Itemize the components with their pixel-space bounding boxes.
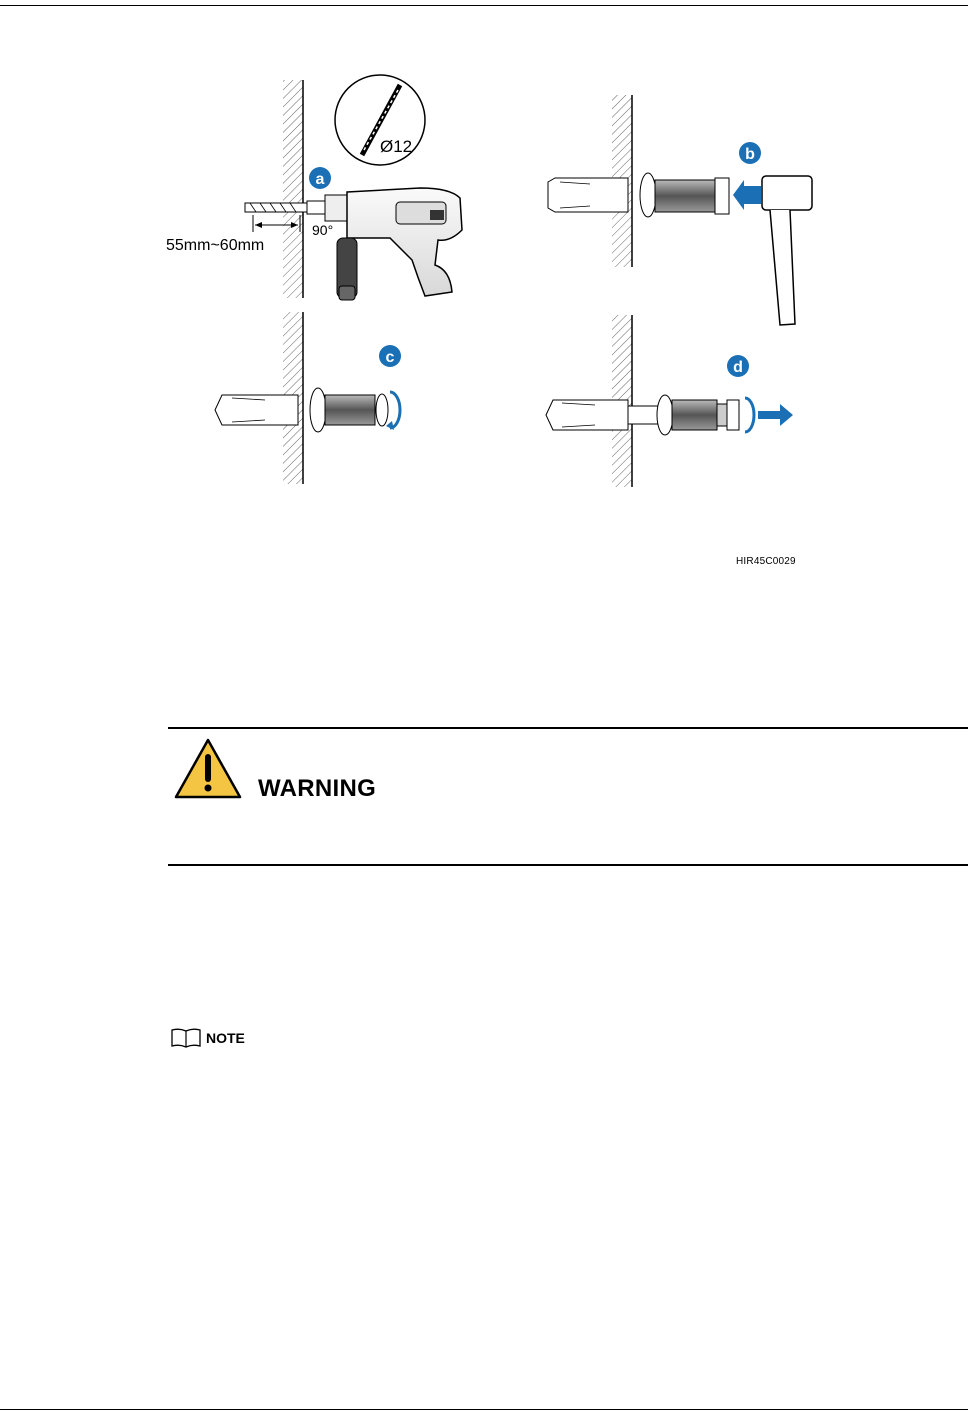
step-d-panel	[546, 315, 793, 487]
warning-top-rule	[168, 727, 968, 729]
step-a-panel	[166, 75, 462, 300]
installation-figure	[150, 70, 850, 580]
warning-bottom-rule	[168, 864, 968, 866]
header-rule	[0, 5, 968, 6]
warning-title: WARNING	[258, 775, 377, 802]
warning-triangle-icon	[173, 737, 243, 806]
book-icon	[170, 1028, 202, 1053]
drill-angle-label: 90°	[312, 222, 334, 238]
drill-bit-diameter-label: Ø12	[380, 137, 413, 156]
warning-box	[168, 727, 968, 866]
step-c-panel	[215, 312, 401, 484]
step-b-panel	[548, 95, 812, 325]
step-a-badge: a	[315, 171, 325, 188]
step-b-badge: b	[745, 146, 755, 163]
expansion-bolt-diagram	[150, 70, 850, 580]
step-c-badge: c	[385, 349, 395, 366]
step-d-badge: d	[733, 359, 743, 376]
figure-id: HIR45C0029	[736, 556, 796, 567]
note-title: NOTE	[206, 1030, 245, 1046]
footer-rule	[0, 1409, 968, 1410]
hole-depth-label: 55mm~60mm	[166, 237, 265, 254]
